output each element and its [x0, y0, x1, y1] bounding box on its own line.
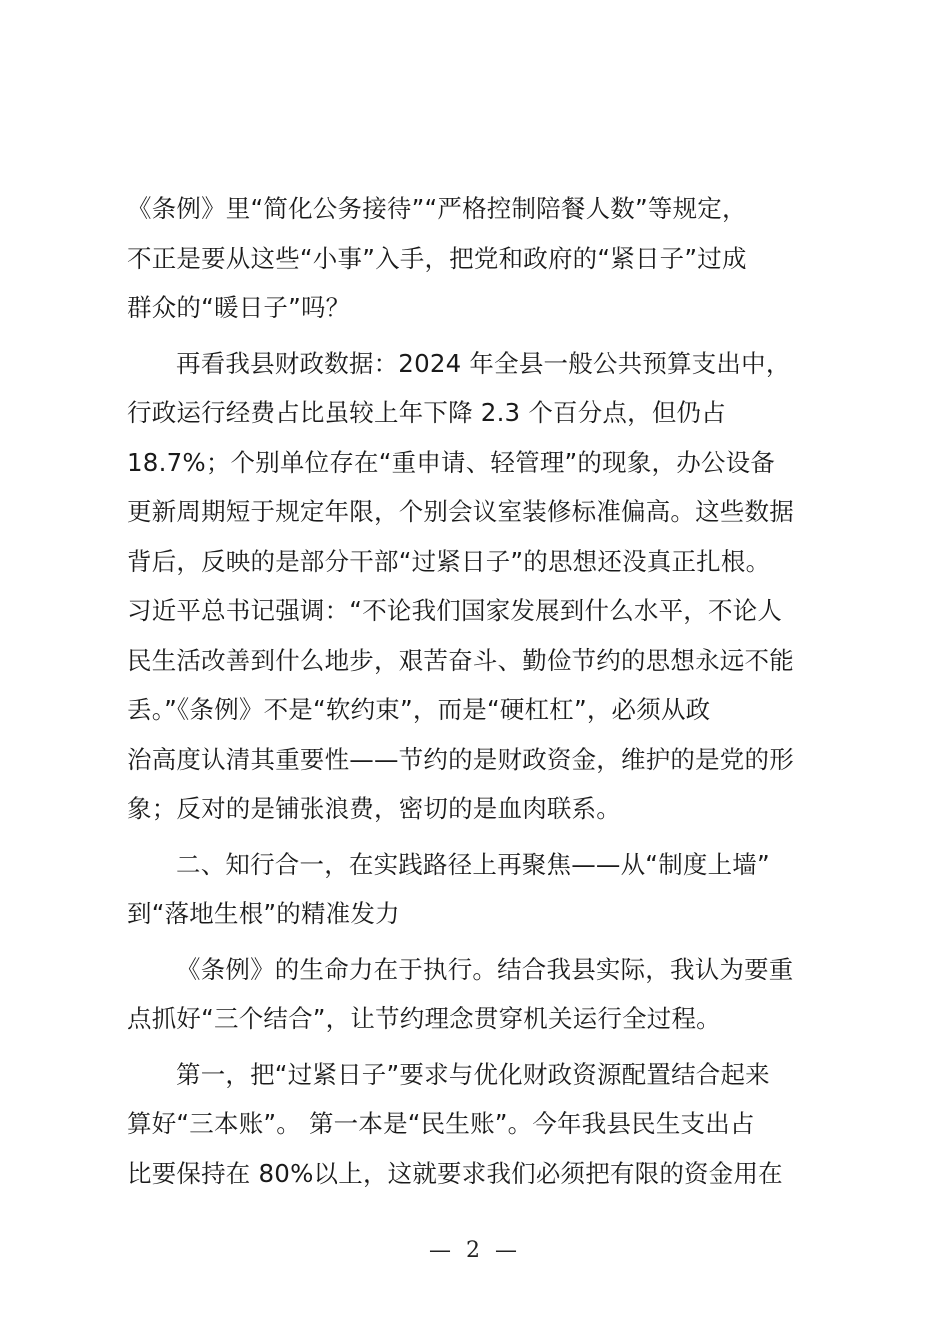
paragraph-1: 《条例》里“简化公务接待”“严格控制陪餐人数”等规定， 不正是要从这些“小事”入手，把党和政府的“紧日子”过成 群众的“暖日子”吗？	[127, 194, 747, 322]
page-number: — 2 —	[429, 1238, 521, 1263]
paragraph-4: 第一，把“过紧日子”要求与优化财政资源配置结合起来 算好“三本账”。 第一本是“民生账”。今年我县民生支出占 比要保持在 80%以上，这就要求我们必须把有限的资金用在	[127, 1059, 783, 1188]
section-heading: 二、知行合一，在实践路径上再聚焦——从“制度上墙” 到“落地生根”的精准发力	[127, 849, 770, 928]
document-body	[127, 184, 832, 1204]
paragraph-3: 《条例》的生命力在于执行。结合我县实际，我认为要重 点抓好“三个结合”，让节约理念贯穿机关运行全过程。	[127, 954, 794, 1033]
paragraph-2: 再看我县财政数据：2024 年全县一般公共预算支出中， 行政运行经费占比虽较上年下降 2.3 个百分点，但仍占 18.7%；个别单位存在“重申请、轻管理”的现象，办公设备 更新周期短于规定年限，个别会议室装修标准偏高。这些数据 背后，反映的是部分干部“过紧日子”的思想还没真正扎根。 习近平总书记强调：“不论我们国家发展到什么水平，不论人 民生活改善到什么地步，艰苦奋斗、勤俭节约的思想永远不能 丢。”《条例》不是“软约束”，而是“硬杠杠”，必须从政 治高度认清其重要性——节约的是财政资金，维护的是党的形 象；反对的是铺张浪费，密切的是血肉联系。	[127, 348, 794, 823]
